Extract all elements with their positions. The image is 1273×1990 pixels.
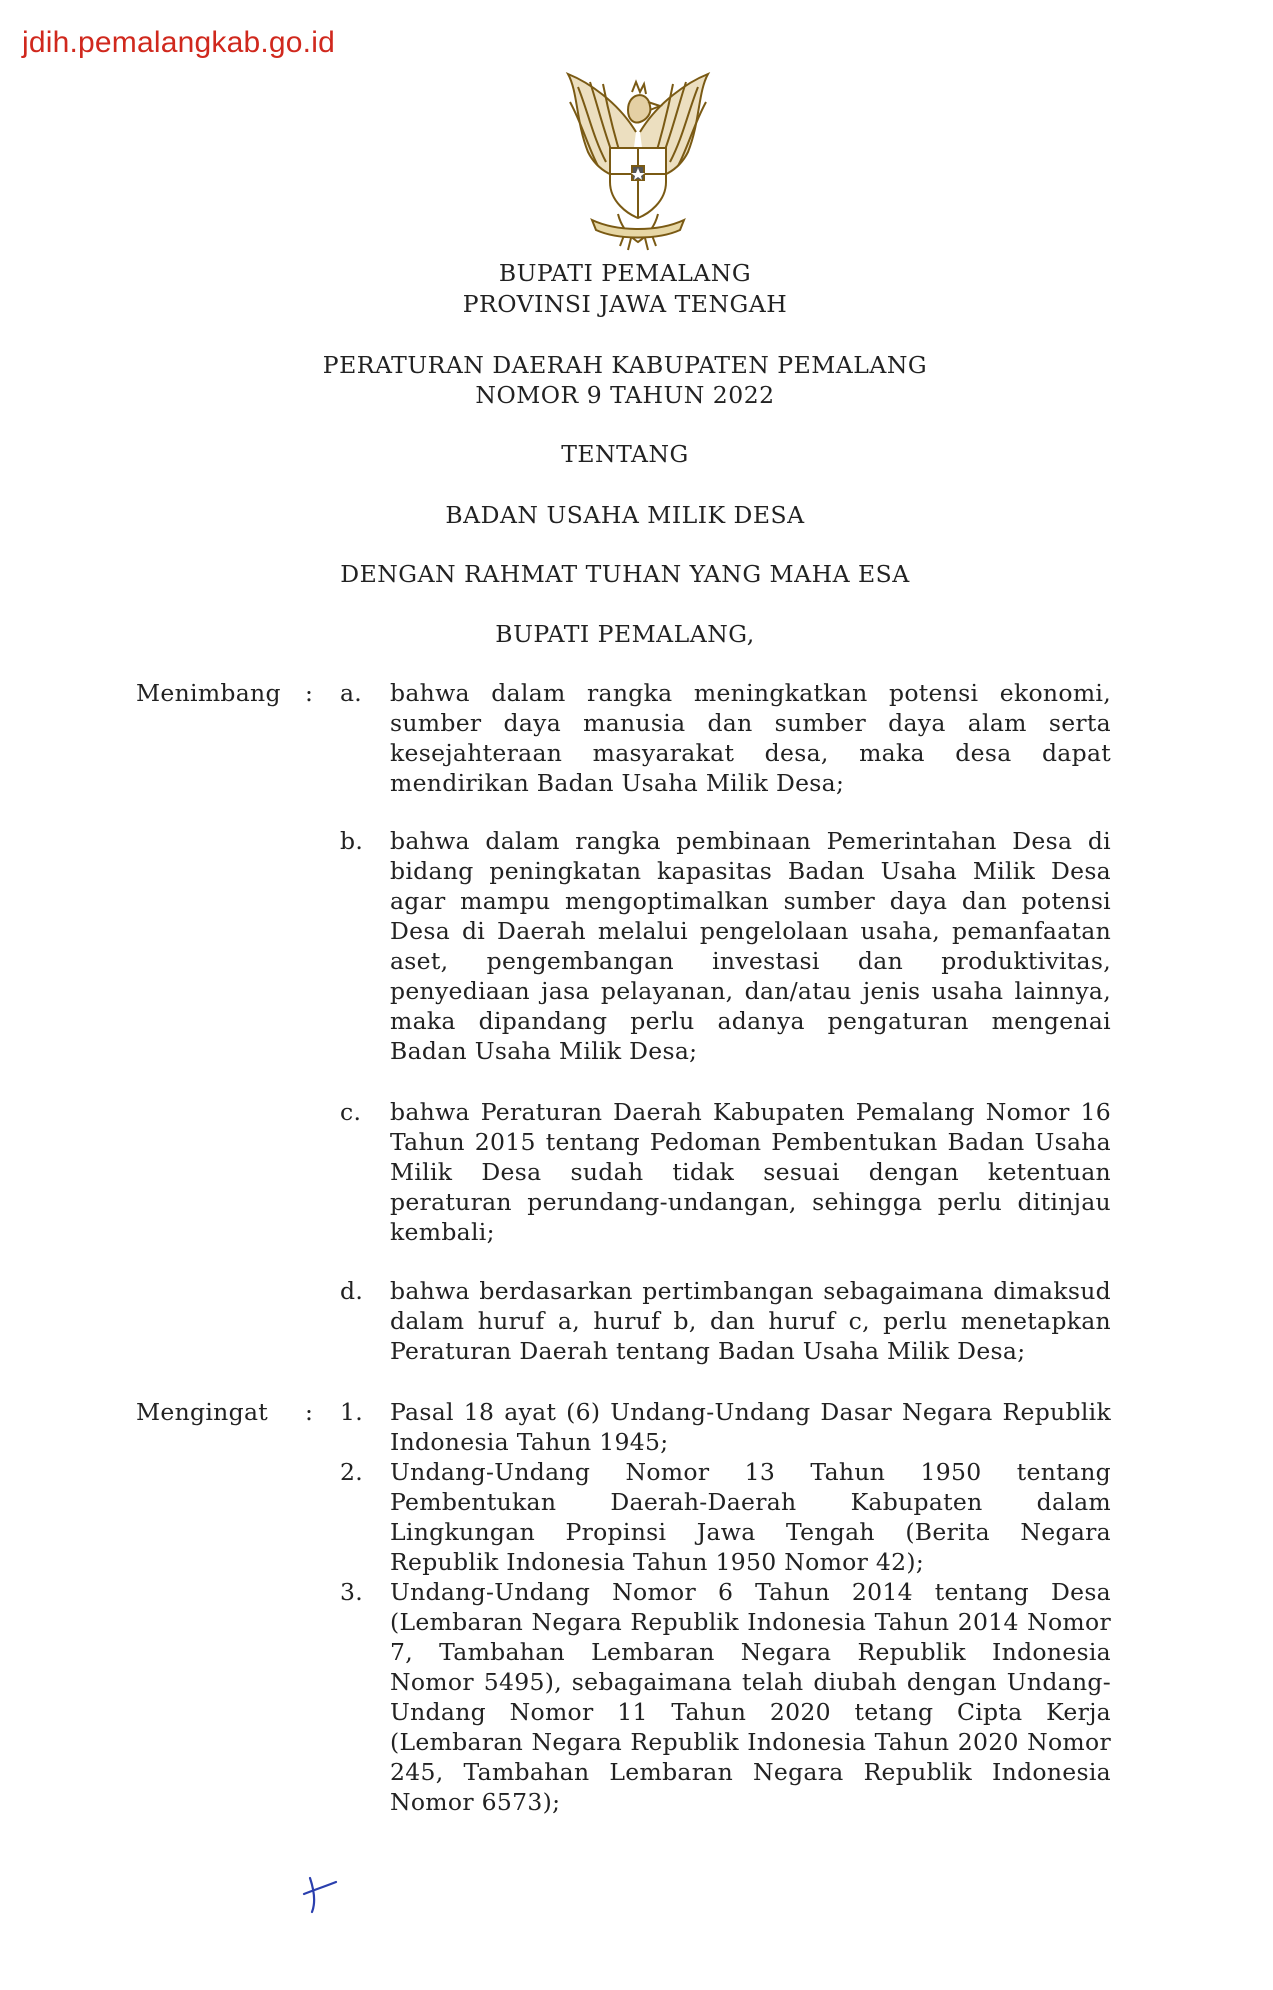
invocation-heading: DENGAN RAHMAT TUHAN YANG MAHA ESA — [340, 560, 910, 588]
mengingat-item-3 — [340, 1577, 1111, 1817]
mengingat-label: Mengingat — [136, 1398, 268, 1426]
about-heading: TENTANG — [561, 440, 689, 468]
item-marker: 3. — [340, 1578, 364, 1606]
menimbang-item-b — [340, 826, 1111, 1066]
menimbang-item-d — [340, 1276, 1111, 1366]
paraf-signature-icon — [300, 1868, 350, 1918]
issuer-heading-line1: BUPATI PEMALANG — [498, 259, 752, 287]
subject-heading: BADAN USAHA MILIK DESA — [445, 501, 805, 529]
regulation-title: PERATURAN DAERAH KABUPATEN PEMALANG — [322, 351, 928, 379]
item-text: Undang-Undang Nomor 6 Tahun 2014 tentang Desa (Lembaran Negara Republik Indonesia Tahun 2014 Nomor 7, Tambahan Lembaran Negara Republik Indonesia Nomor 5495), sebagaimana telah diubah dengan Undang-Undang Nomor 11 Tahun 2020 tetang Cipta Kerja (Lembaran Negara Republik Indonesia Tahun 2020 Nomor 245, Tambahan Lembaran Negara Republik Indonesia Nomor 6573); — [390, 1578, 1111, 1816]
item-text: bahwa dalam rangka pembinaan Pemerintahan Desa di bidang peningkatan kapasitas Badan Usaha Milik Desa agar mampu mengoptimalkan sumber daya dan potensi Desa di Daerah melalui pengelolaan usaha, pemanfaatan aset, pengembangan investasi dan produktivitas, penyediaan jasa pelayanan, dan/atau jenis usaha lainnya, maka dipandang perlu adanya pengaturan mengenai Badan Usaha Milik Desa; — [390, 827, 1111, 1065]
menimbang-item-c — [340, 1097, 1111, 1247]
item-text: bahwa dalam rangka meningkatkan potensi ekonomi, sumber daya manusia dan sumber daya alam serta kesejahteraan masyarakat desa, maka desa dapat mendirikan Badan Usaha Milik Desa; — [390, 679, 1111, 797]
item-text: bahwa Peraturan Daerah Kabupaten Pemalang Nomor 16 Tahun 2015 tentang Pedoman Pembentukan Badan Usaha Milik Desa sudah tidak sesuai dengan ketentuan peraturan perundang-undangan, sehingga perlu ditinjau kembali; — [390, 1098, 1111, 1246]
item-text: Undang-Undang Nomor 13 Tahun 1950 tentang Pembentukan Daerah-Daerah Kabupaten dalam Lingkungan Propinsi Jawa Tengah (Berita Negara Republik Indonesia Tahun 1950 Nomor 42); — [390, 1458, 1111, 1576]
item-marker: c. — [340, 1098, 362, 1126]
mengingat-item-2 — [340, 1457, 1111, 1577]
menimbang-colon: : — [305, 679, 314, 707]
issuer-signature-heading: BUPATI PEMALANG, — [495, 620, 755, 648]
mengingat-colon: : — [305, 1398, 314, 1426]
watermark-url: jdih.pemalangkab.go.id — [22, 26, 335, 59]
item-marker: d. — [340, 1277, 364, 1305]
mengingat-item-1 — [340, 1397, 1111, 1457]
item-marker: a. — [340, 679, 363, 707]
garuda-emblem-icon — [548, 62, 728, 254]
item-text: Pasal 18 ayat (6) Undang-Undang Dasar Negara Republik Indonesia Tahun 1945; — [390, 1398, 1111, 1456]
regulation-number: NOMOR 9 TAHUN 2022 — [475, 381, 775, 409]
item-marker: 1. — [340, 1398, 364, 1426]
item-text: bahwa berdasarkan pertimbangan sebagaimana dimaksud dalam huruf a, huruf b, dan huruf c, perlu menetapkan Peraturan Daerah tentang Badan Usaha Milik Desa; — [390, 1277, 1111, 1365]
issuer-heading-line2: PROVINSI JAWA TENGAH — [462, 290, 788, 318]
menimbang-item-a — [340, 678, 1111, 798]
item-marker: b. — [340, 827, 364, 855]
menimbang-label: Menimbang — [136, 679, 281, 707]
item-marker: 2. — [340, 1458, 364, 1486]
